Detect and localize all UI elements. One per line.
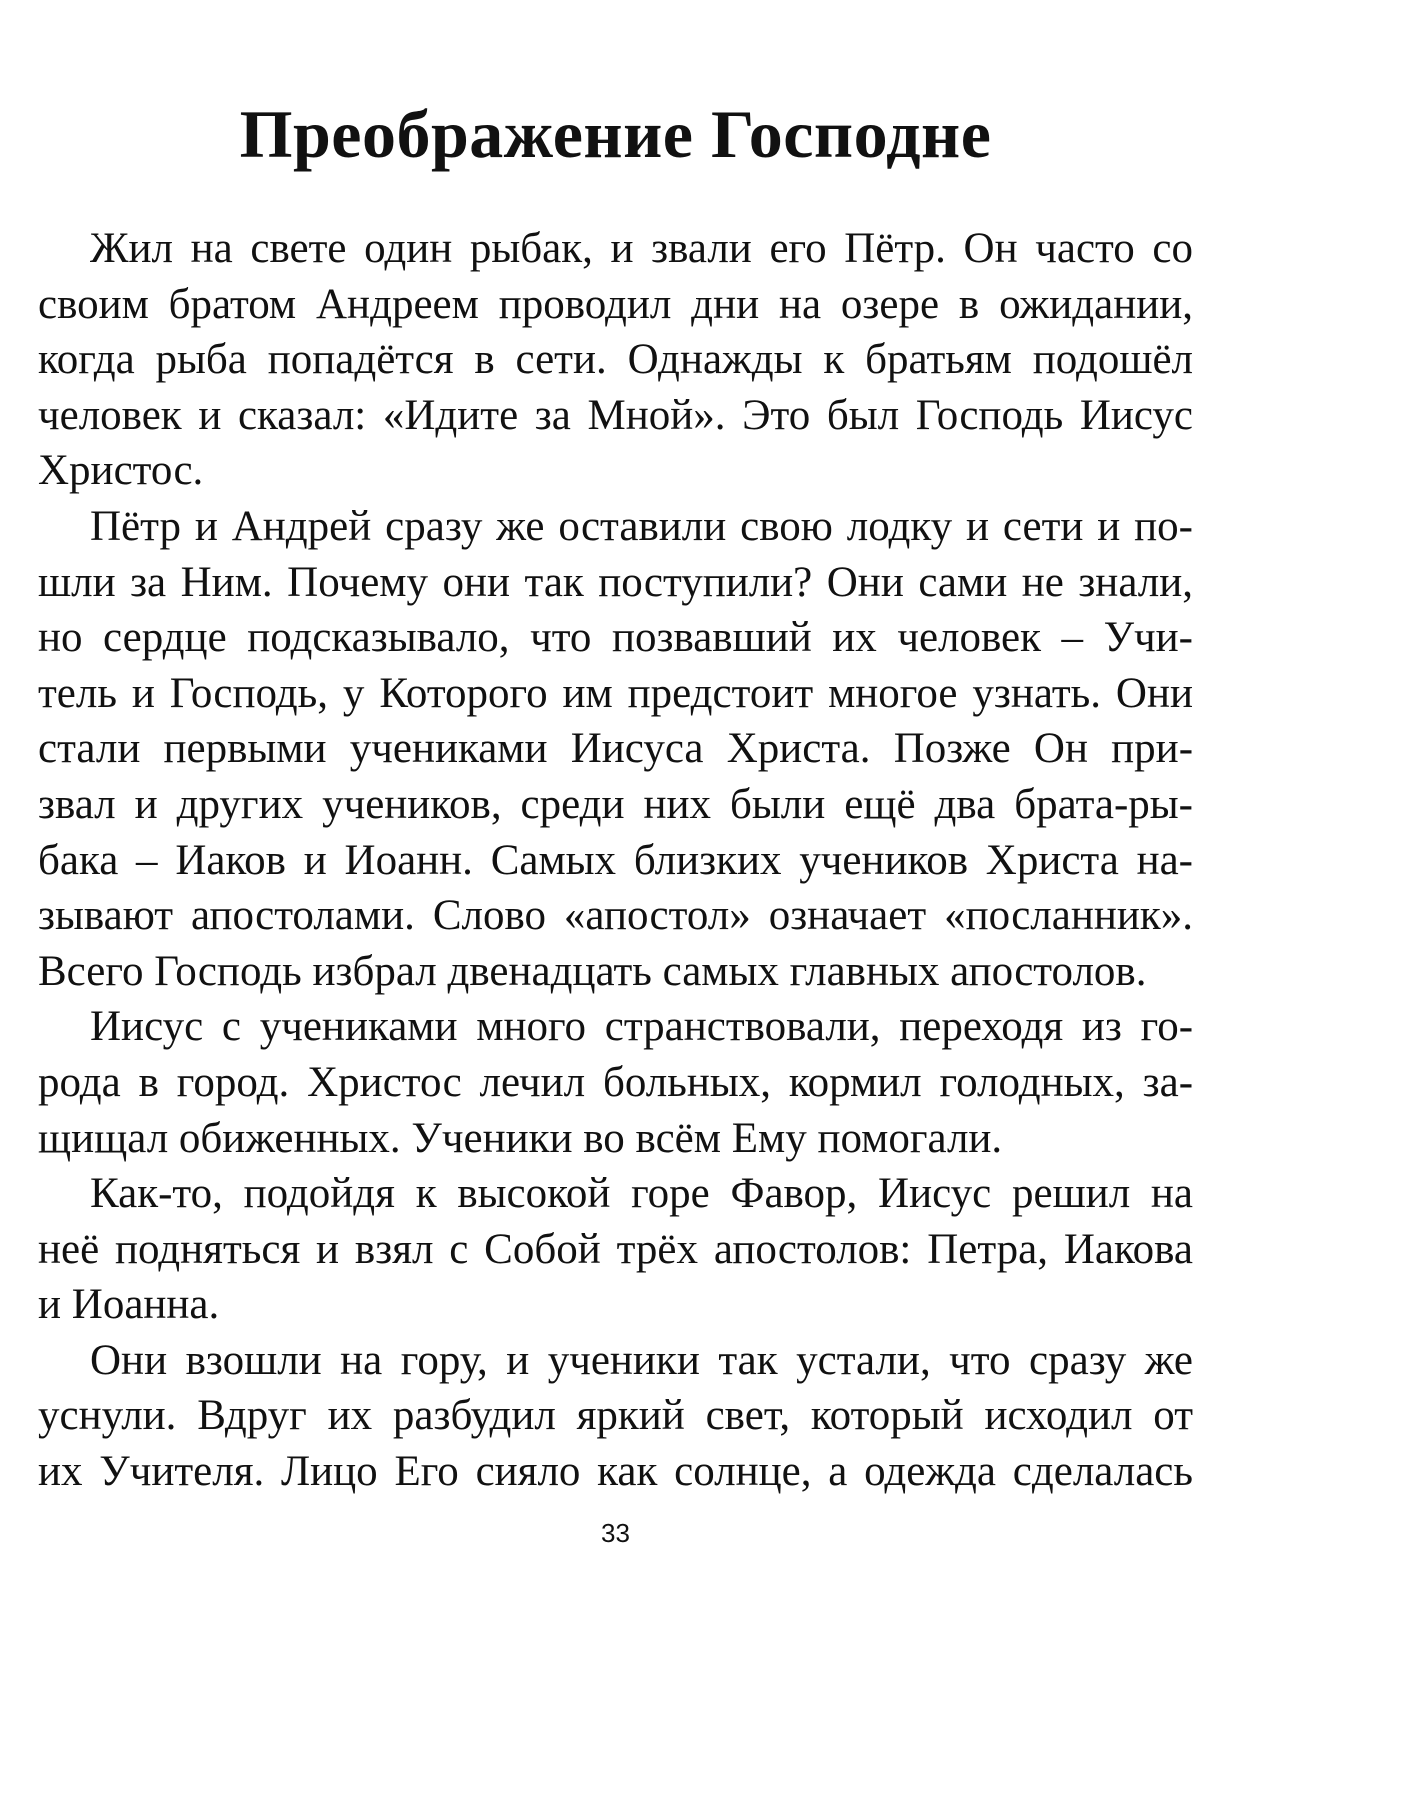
- text-line: Как-то, подойдя к высокой горе Фавор, Иисус решил на: [90, 1170, 1193, 1218]
- paragraph-2: [38, 499, 1193, 999]
- text-line: человек и сказал: «Идите за Мной». Это был Господь Иисус: [38, 391, 1193, 439]
- text-line: звал и других учеников, среди них были ещё два брата-ры-: [38, 780, 1193, 828]
- text-line: Христос.: [38, 447, 204, 495]
- text-line: неё подняться и взял с Собой трёх апостолов: Петра, Иакова: [38, 1225, 1193, 1273]
- text-line: щищал обиженных. Ученики во всём Ему помогали.: [38, 1114, 1003, 1162]
- text-line: Иисус с учениками много странствовали, переходя из го-: [90, 1003, 1194, 1051]
- text-line: стали первыми учениками Иисуса Христа. Позже Он при-: [38, 725, 1194, 773]
- text-line: зывают апостолами. Слово «апостол» означает «посланник».: [38, 892, 1193, 940]
- text-line: Всего Господь избрал двенадцать самых главных апостолов.: [38, 947, 1147, 995]
- text-line: и Иоанна.: [38, 1281, 220, 1329]
- text-line: уснули. Вдруг их разбудил яркий свет, который исходил от: [38, 1392, 1193, 1440]
- paragraph-3: [38, 999, 1193, 1166]
- page-number: 33: [601, 1518, 630, 1548]
- text-line: их Учителя. Лицо Его сияло как солнце, а одежда сделалась: [38, 1448, 1193, 1496]
- text-line: рода в город. Христос лечил больных, кормил голодных, за-: [38, 1058, 1194, 1106]
- text-line: Пётр и Андрей сразу же оставили свою лодку и сети и по-: [90, 502, 1193, 550]
- text-line: тель и Господь, у Которого им предстоит многое узнать. Они: [38, 669, 1193, 717]
- body-text: [38, 221, 1193, 1500]
- paragraph-1: [38, 221, 1193, 499]
- text-line: шли за Ним. Почему они так поступили? Они сами не знали,: [38, 558, 1194, 606]
- text-line: когда рыба попадётся в сети. Однажды к братьям подошёл: [38, 336, 1194, 384]
- text-line: Они взошли на гору, и ученики так устали, что сразу же: [90, 1336, 1193, 1384]
- paragraph-4: [38, 1166, 1193, 1333]
- text-line: Жил на свете один рыбак, и звали его Пётр. Он часто со: [90, 225, 1193, 272]
- book-page: [38, 0, 1193, 1567]
- paragraph-5: [38, 1333, 1193, 1500]
- page-title: Преображение Господне: [239, 96, 992, 172]
- text-line: бака – Иаков и Иоанн. Самых близких учеников Христа на-: [38, 836, 1193, 884]
- text-line: но сердце подсказывало, что позвавший их человек – Учи-: [38, 614, 1193, 662]
- text-line: своим братом Андреем проводил дни на озере в ожидании,: [38, 280, 1193, 328]
